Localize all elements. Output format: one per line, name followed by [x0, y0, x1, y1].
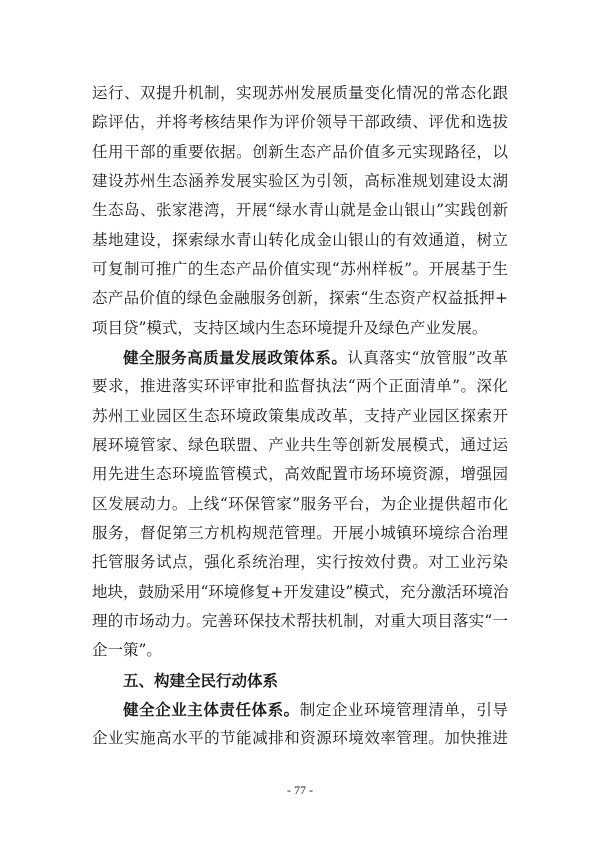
paragraph-first-line [123, 695, 508, 724]
text-line: 基地建设，探索绿水青山转化成金山银山的有效通道，树立 [92, 231, 508, 249]
text-line: 用先进生态环境监管模式，高效配置市场环境资源，增强园 [92, 465, 508, 483]
text-line: 企业实施高水平的节能减排和资源环境效率管理。加快推进 [92, 729, 508, 747]
text-line: 生态岛、张家港湾，开展“绿水青山就是金山银山”实践创新 [92, 201, 508, 219]
text-line: 展环境管家、绿色联盟、产业共生等创新发展模式，通过运 [92, 436, 508, 454]
text-line: 区发展动力。上线“环保管家”服务平台，为企业提供超市化 [92, 495, 508, 513]
text-line: 要求，推进落实环评审批和监督执法“两个正面清单”。深化 [92, 377, 508, 395]
paragraph-first-line [123, 343, 508, 372]
text-line: 建设苏州生态涵养发展实验区为引领，高标准规划建设太湖 [92, 172, 508, 190]
text-line: 踪评估，并将考核结果作为评价领导干部政绩、评优和选拔 [92, 113, 508, 131]
page-number: - 77 - [287, 783, 313, 797]
text-line: 企一策”。 [92, 641, 162, 659]
text-line: 服务，督促第三方机构规范管理。开展小城镇环境综合治理 [92, 524, 508, 542]
text-run: 制定企业环境管理清单，引导 [299, 701, 508, 719]
text-line: 运行、双提升机制，实现苏州发展质量变化情况的常态化跟 [92, 84, 508, 102]
text-line: 任用干部的重要依据。创新生态产品价值多元实现路径，以 [92, 143, 508, 161]
text-line: 苏州工业园区生态环境政策集成改革，支持产业园区探索开 [92, 407, 508, 425]
text-line: 态产品价值的绿色金融服务创新，探索“生态资产权益抵押+ [92, 289, 508, 307]
text-line: 地块，鼓励采用“环境修复+开发建设”模式，充分激活环境治 [92, 583, 509, 601]
text-line: 托管服务试点，强化系统治理，实行按效付费。对工业污染 [92, 553, 508, 571]
bold-lead: 健全服务高质量发展政策体系。 [123, 348, 348, 367]
text-line: 理的市场动力。完善环保技术帮扶机制，对重大项目落实“一 [92, 612, 508, 630]
text-line: 项目贷”模式，支持区域内生态环境提升及绿色产业发展。 [92, 319, 488, 337]
text-line: 可复制可推广的生态产品价值实现“苏州样板”。开展基于生 [92, 260, 508, 278]
bold-lead: 健全企业主体责任体系。 [123, 700, 300, 719]
text-run: 认真落实“放管服”改革 [347, 349, 508, 367]
section-heading: 五、构建全民行动体系 [123, 671, 279, 690]
